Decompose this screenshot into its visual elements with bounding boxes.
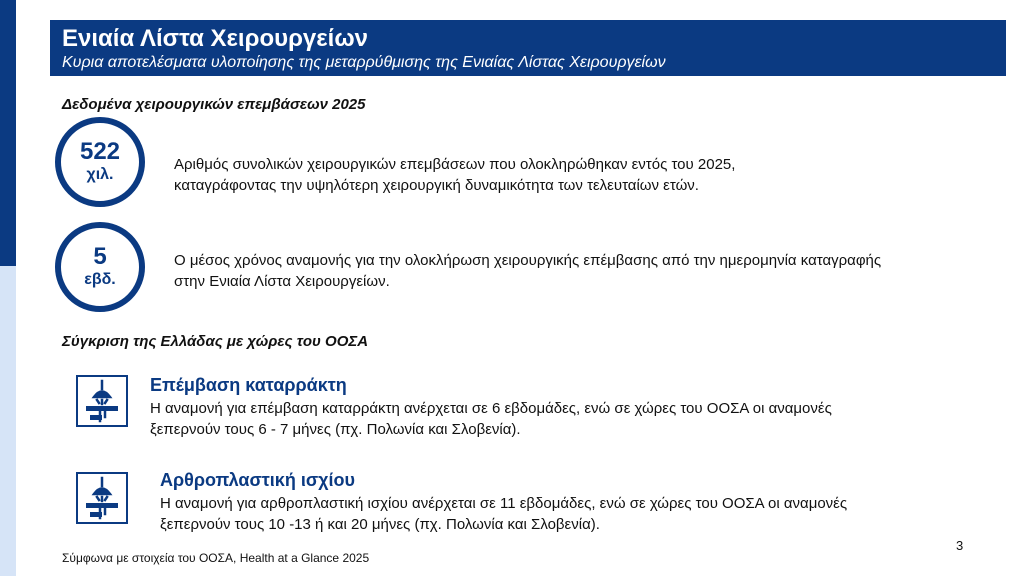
stat-number: 522 [79, 138, 121, 165]
stat-description-line: στην Ενιαία Λίστα Χειρουργείων. [174, 273, 390, 290]
item-heading-hip-arthroplasty: Αρθροπλαστική ισχίου [160, 470, 355, 490]
stat-description-waiting-time [174, 250, 881, 292]
page-title: Ενιαία Λίστα Χειρουργείων [62, 25, 368, 52]
section-title-oecd-comparison: Σύγκριση της Ελλάδας με χώρες του ΟΟΣΑ [62, 333, 369, 350]
section-title-surgery-data: Δεδομένα χειρουργικών επεμβάσεων 2025 [62, 96, 366, 113]
surgery-lamp-icon [76, 472, 128, 524]
surgery-lamp-icon [76, 375, 128, 427]
item-text-line: ξεπερνούν τους 6 - 7 μήνες (πχ. Πολωνία και Σλοβενία). [150, 421, 521, 438]
stat-unit: εβδ. [84, 271, 116, 288]
stat-description-total-surgeries [174, 154, 735, 196]
stat-description-line: καταγράφοντας την υψηλότερη χειρουργική δυναμικότητα των τελευταίων ετών. [174, 177, 699, 194]
stat-description-line: Αριθμός συνολικών χειρουργικών επεμβάσεων που ολοκληρώθηκαν εντός του 2025, [174, 156, 736, 173]
stat-unit: χιλ. [86, 166, 114, 183]
side-accent-bar-light [0, 266, 16, 576]
page-number: 3 [956, 538, 964, 553]
stat-number: 5 [93, 243, 107, 270]
stat-description-line: Ο μέσος χρόνος αναμονής για την ολοκλήρωση χειρουργικής επέμβασης από την ημερομηνία καταγραφής [174, 252, 882, 269]
item-text-hip-arthroplasty [160, 493, 847, 535]
item-heading-cataract: Επέμβαση καταρράκτη [150, 375, 347, 395]
stat-circle-total-surgeries [55, 117, 145, 207]
item-text-line: Η αναμονή για επέμβαση καταρράκτη ανέρχεται σε 6 εβδομάδες, ενώ σε χώρες του ΟΟΣΑ οι αναμονές [150, 400, 832, 417]
side-accent-bar-dark [0, 0, 16, 266]
item-text-line: ξεπερνούν τους 10 -13 ή και 20 μήνες (πχ. Πολωνία και Σλοβενία). [160, 516, 600, 533]
header-banner [50, 20, 1006, 76]
source-footnote: Σύμφωνα με στοιχεία του ΟΟΣΑ, Health at a Glance 2025 [62, 551, 370, 565]
item-text-cataract [150, 398, 832, 440]
stat-circle-waiting-time [55, 222, 145, 312]
page-subtitle: Κυρια αποτελέσματα υλοποίησης της μεταρρύθμισης της Ενιαίας Λίστας Χειρουργείων [62, 54, 666, 71]
item-text-line: Η αναμονή για αρθροπλαστική ισχίου ανέρχεται σε 11 εβδομάδες, ενώ σε χώρες του ΟΟΣΑ οι αναμονές [160, 495, 848, 512]
